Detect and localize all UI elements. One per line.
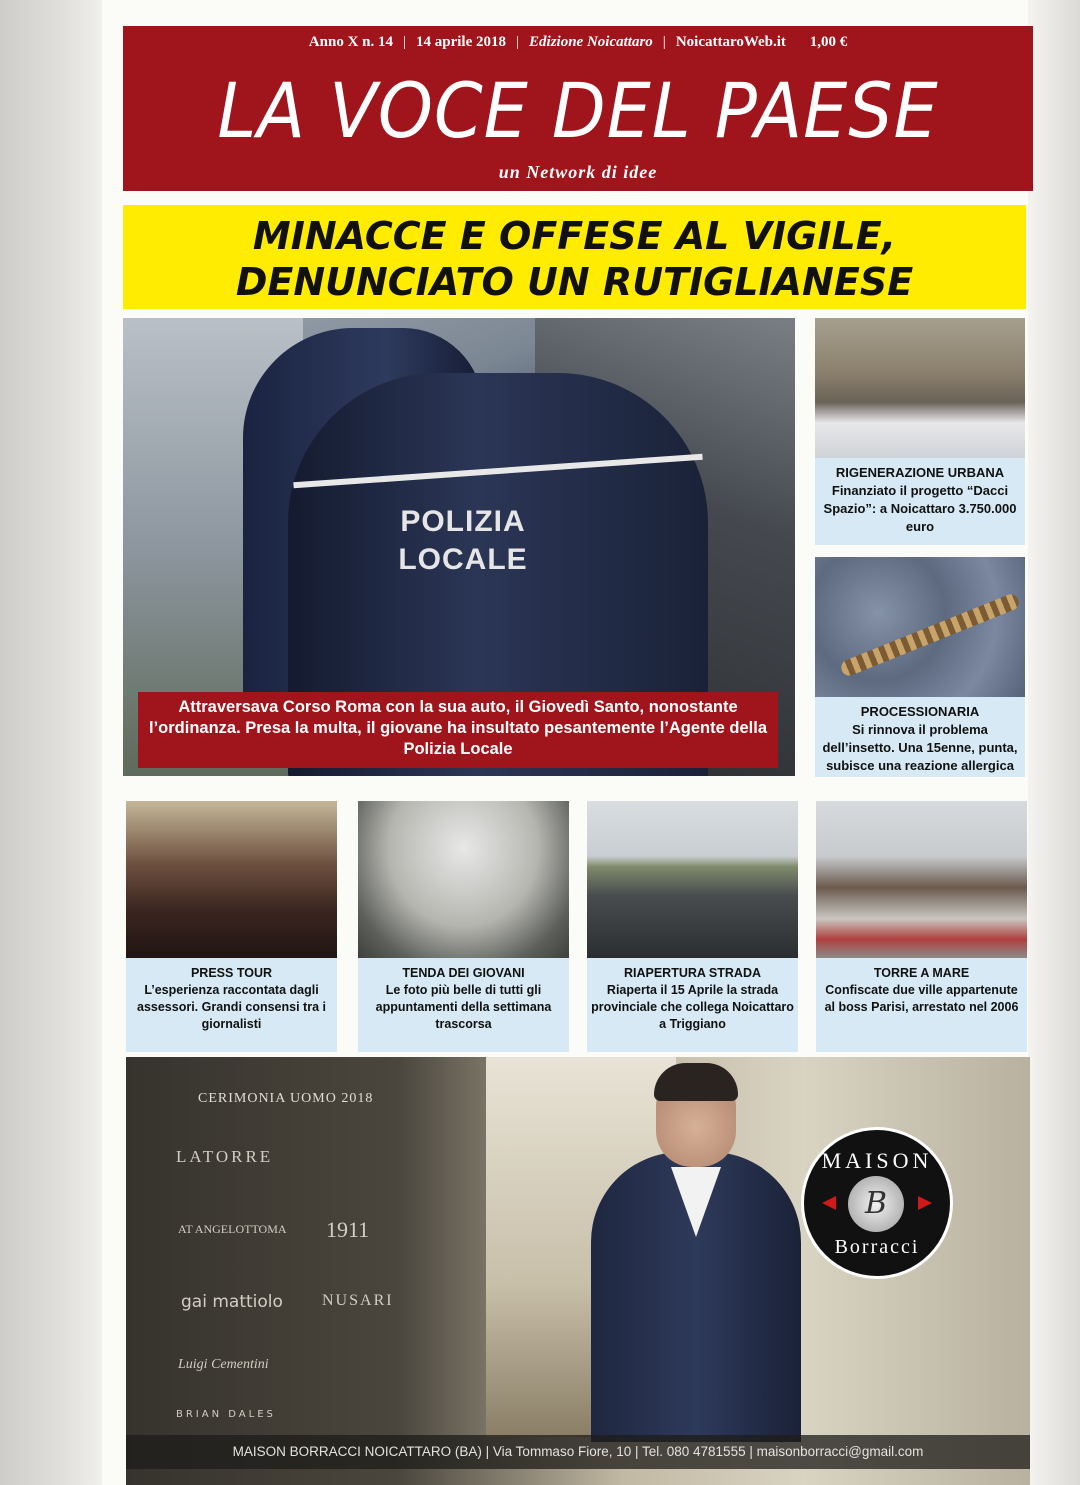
caterpillar-photo xyxy=(815,557,1025,697)
issue-date: 14 aprile 2018 xyxy=(416,34,507,50)
polizia-locale-patch: POLIZIA LOCALE xyxy=(398,505,528,576)
side-story-caption xyxy=(815,697,1025,777)
story-text: L’esperienza raccontata dagli assessori. Grandi consensi tra i giornalisti xyxy=(137,983,326,1031)
group-photo xyxy=(126,801,337,958)
story-caption xyxy=(126,958,337,1052)
story-kicker: TENDA DEI GIOVANI xyxy=(402,966,525,980)
headline-line-2: DENUNCIATO UN RUTIGLIANESE xyxy=(235,260,914,304)
brand-name: 1911 xyxy=(326,1217,370,1242)
meeting-photo xyxy=(815,318,1025,458)
side-story-2 xyxy=(815,557,1025,777)
story-caption xyxy=(358,958,569,1052)
story-text: Confiscate due ville appartenute al boss Parisi, arrestato nel 2006 xyxy=(824,983,1019,1014)
side-story-caption xyxy=(815,458,1025,545)
story-torre-a-mare xyxy=(816,801,1027,1052)
main-headline xyxy=(123,205,1026,309)
story-caption xyxy=(816,958,1027,1052)
brand-name: LATORRE xyxy=(176,1147,274,1166)
maison-borracci-logo: MAISON B Borracci xyxy=(801,1127,953,1279)
story-press-tour xyxy=(126,801,337,1052)
story-text: Finanziato il progetto “Dacci Spazio”: a Noicattaro 3.750.000 euro xyxy=(823,483,1017,534)
advertisement xyxy=(126,1057,1030,1485)
ad-heading: CERIMONIA UOMO 2018 xyxy=(198,1091,374,1106)
edition: Edizione Noicattaro xyxy=(529,34,653,50)
side-story-1 xyxy=(815,318,1025,545)
hero-caption: Attraversava Corso Roma con la sua auto, il Giovedì Santo, nonostante l’ordinanza. Presa la multa, il giovane ha insultato pesantemente l’Agente della Polizia Locale xyxy=(138,692,778,768)
story-kicker: PRESS TOUR xyxy=(190,966,273,980)
brand-name: AT ANGELOTTOMA xyxy=(178,1222,287,1236)
story-kicker: PROCESSIONARIA xyxy=(860,704,980,719)
villa-photo xyxy=(816,801,1027,958)
ad-footer: MAISON BORRACCI NOICATTARO (BA) | Via Tommaso Fiore, 10 | Tel. 080 4781555 | maisonborracci@gmail.com xyxy=(126,1435,1030,1469)
masthead xyxy=(123,26,1033,191)
story-tenda-giovani xyxy=(358,801,569,1052)
story-text: Si rinnova il problema dell’insetto. Una 15enne, punta, subisce una reazione allergica xyxy=(822,722,1018,773)
newspaper-tagline: un Network di idee xyxy=(498,162,658,182)
headline-line-1: MINACCE E OFFESE AL VIGILE, xyxy=(252,214,897,258)
story-text: Le foto più belle di tutti gli appuntamenti della settimana trascorsa xyxy=(375,983,552,1031)
story-text: Riaperta il 15 Aprile la strada provinciale che collega Noicattaro a Triggiano xyxy=(591,983,794,1031)
story-kicker: TORRE A MARE xyxy=(873,966,970,980)
story-riapertura-strada xyxy=(587,801,798,1052)
tent-photo xyxy=(358,801,569,958)
page-fold-shadow xyxy=(0,0,110,1485)
brand-list xyxy=(126,1087,426,1427)
issue-number: Anno X n. 14 xyxy=(308,34,393,50)
brand-name: NUSARI xyxy=(322,1292,394,1309)
story-kicker: RIGENERAZIONE URBANA xyxy=(835,465,1005,480)
page-edge xyxy=(1028,0,1080,1485)
story-caption xyxy=(587,958,798,1052)
brand-name: Luigi Cementini xyxy=(178,1357,269,1372)
story-kicker: RIAPERTURA STRADA xyxy=(623,966,762,980)
brand-name: BRIAN DALES xyxy=(176,1409,276,1420)
price: 1,00 € xyxy=(809,34,848,50)
masthead-meta: Anno X n. 14 | 14 aprile 2018 | Edizione Noicattaro | NoicattaroWeb.it 1,00 € xyxy=(308,34,848,50)
road-photo xyxy=(587,801,798,958)
newspaper-title: LA VOCE DEL PAESE xyxy=(217,66,939,155)
brand-name: gai mattiolo xyxy=(181,1292,283,1312)
website: NoicattaroWeb.it xyxy=(675,34,786,50)
